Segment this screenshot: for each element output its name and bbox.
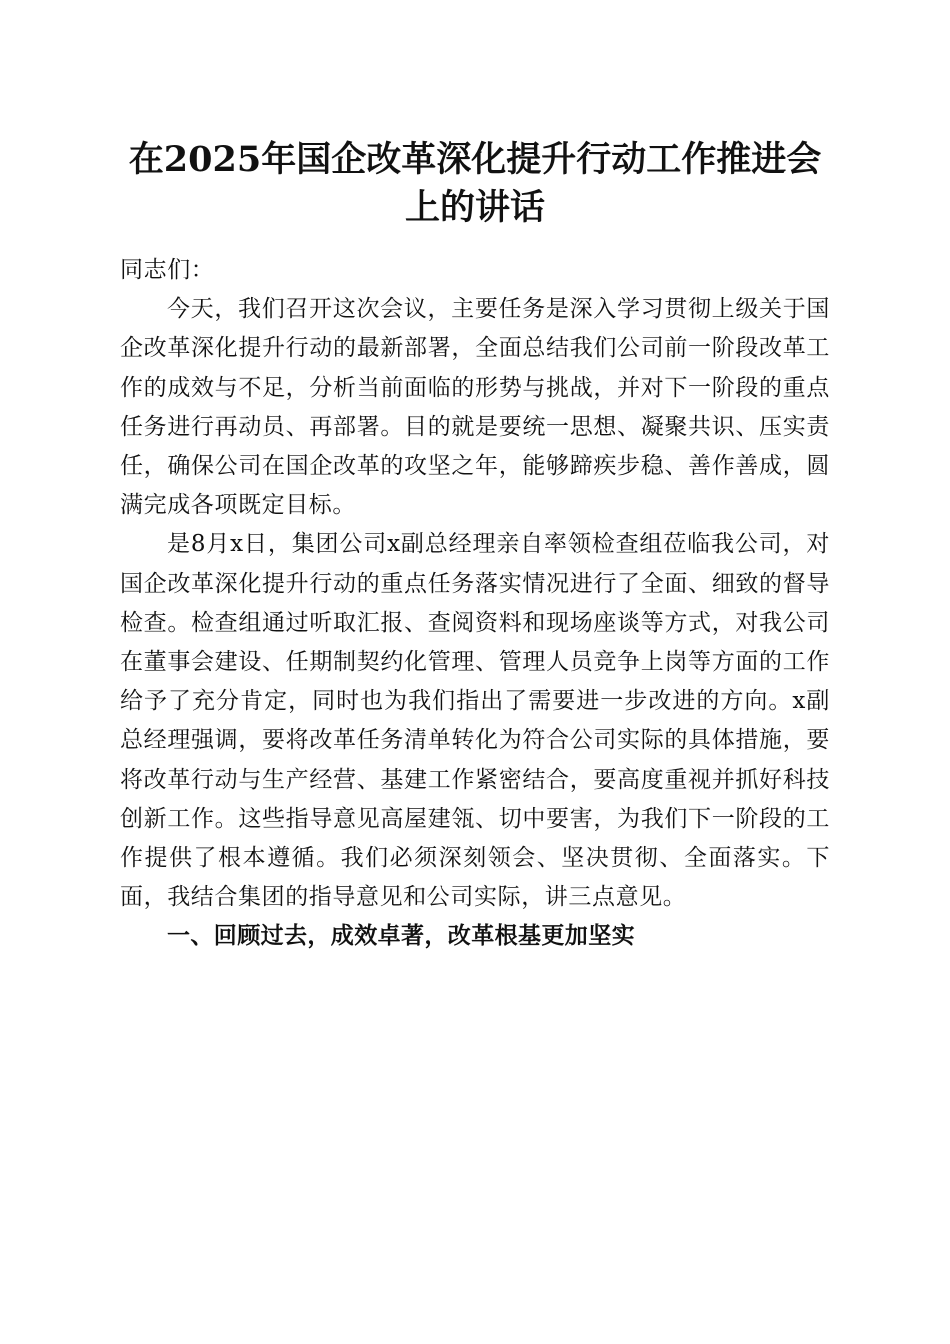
paragraph-opening: 今天，我们召开这次会议，主要任务是深入学习贯彻上级关于国企改革深化提升行动的最新部署，全面总结我们公司前一阶段改革工作的成效与不足，分析当前面临的形势与挑战，并对下一阶段的重点任务进行再动员、再部署。目的就是要统一思想、凝聚共识、压实责任，确保公司在国企改革的攻坚之年，能够蹄疾步稳、善作善成，圆满完成各项既定目标。 (120, 296, 830, 519)
salutation: 同志们： (120, 257, 215, 283)
document-title (110, 136, 840, 232)
paragraph-inspection: 是8月x日，集团公司x副总经理亲自率领检查组莅临我公司，对国企改革深化提升行动的重点任务落实情况进行了全面、细致的督导检查。检查组通过听取汇报、查阅资料和现场座谈等方式，对我公司在董事会建设、任期制契约化管理、管理人员竞争上岗等方面的工作给予了充分肯定，同时也为我们指出了需要进一步改进的方向。x副总经理强调，要将改革任务清单转化为符合公司实际的具体措施，要将改革行动与生产经营、基建工作紧密结合，要高度重视并抓好科技创新工作。这些指导意见高屋建瓴、切中要害，为我们下一阶段的工作提供了根本遵循。我们必须深刻领会、坚决贯彻、全面落实。下面，我结合集团的指导意见和公司实际，讲三点意见。 (120, 531, 830, 911)
title-line-1: 在2025年国企改革深化提升行动工作推进会 (128, 139, 822, 180)
document-body (120, 251, 830, 957)
section-heading: 一、回顾过去，成效卓著，改革根基更加坚实 (167, 923, 635, 950)
title-line-2: 上的讲话 (404, 187, 545, 228)
